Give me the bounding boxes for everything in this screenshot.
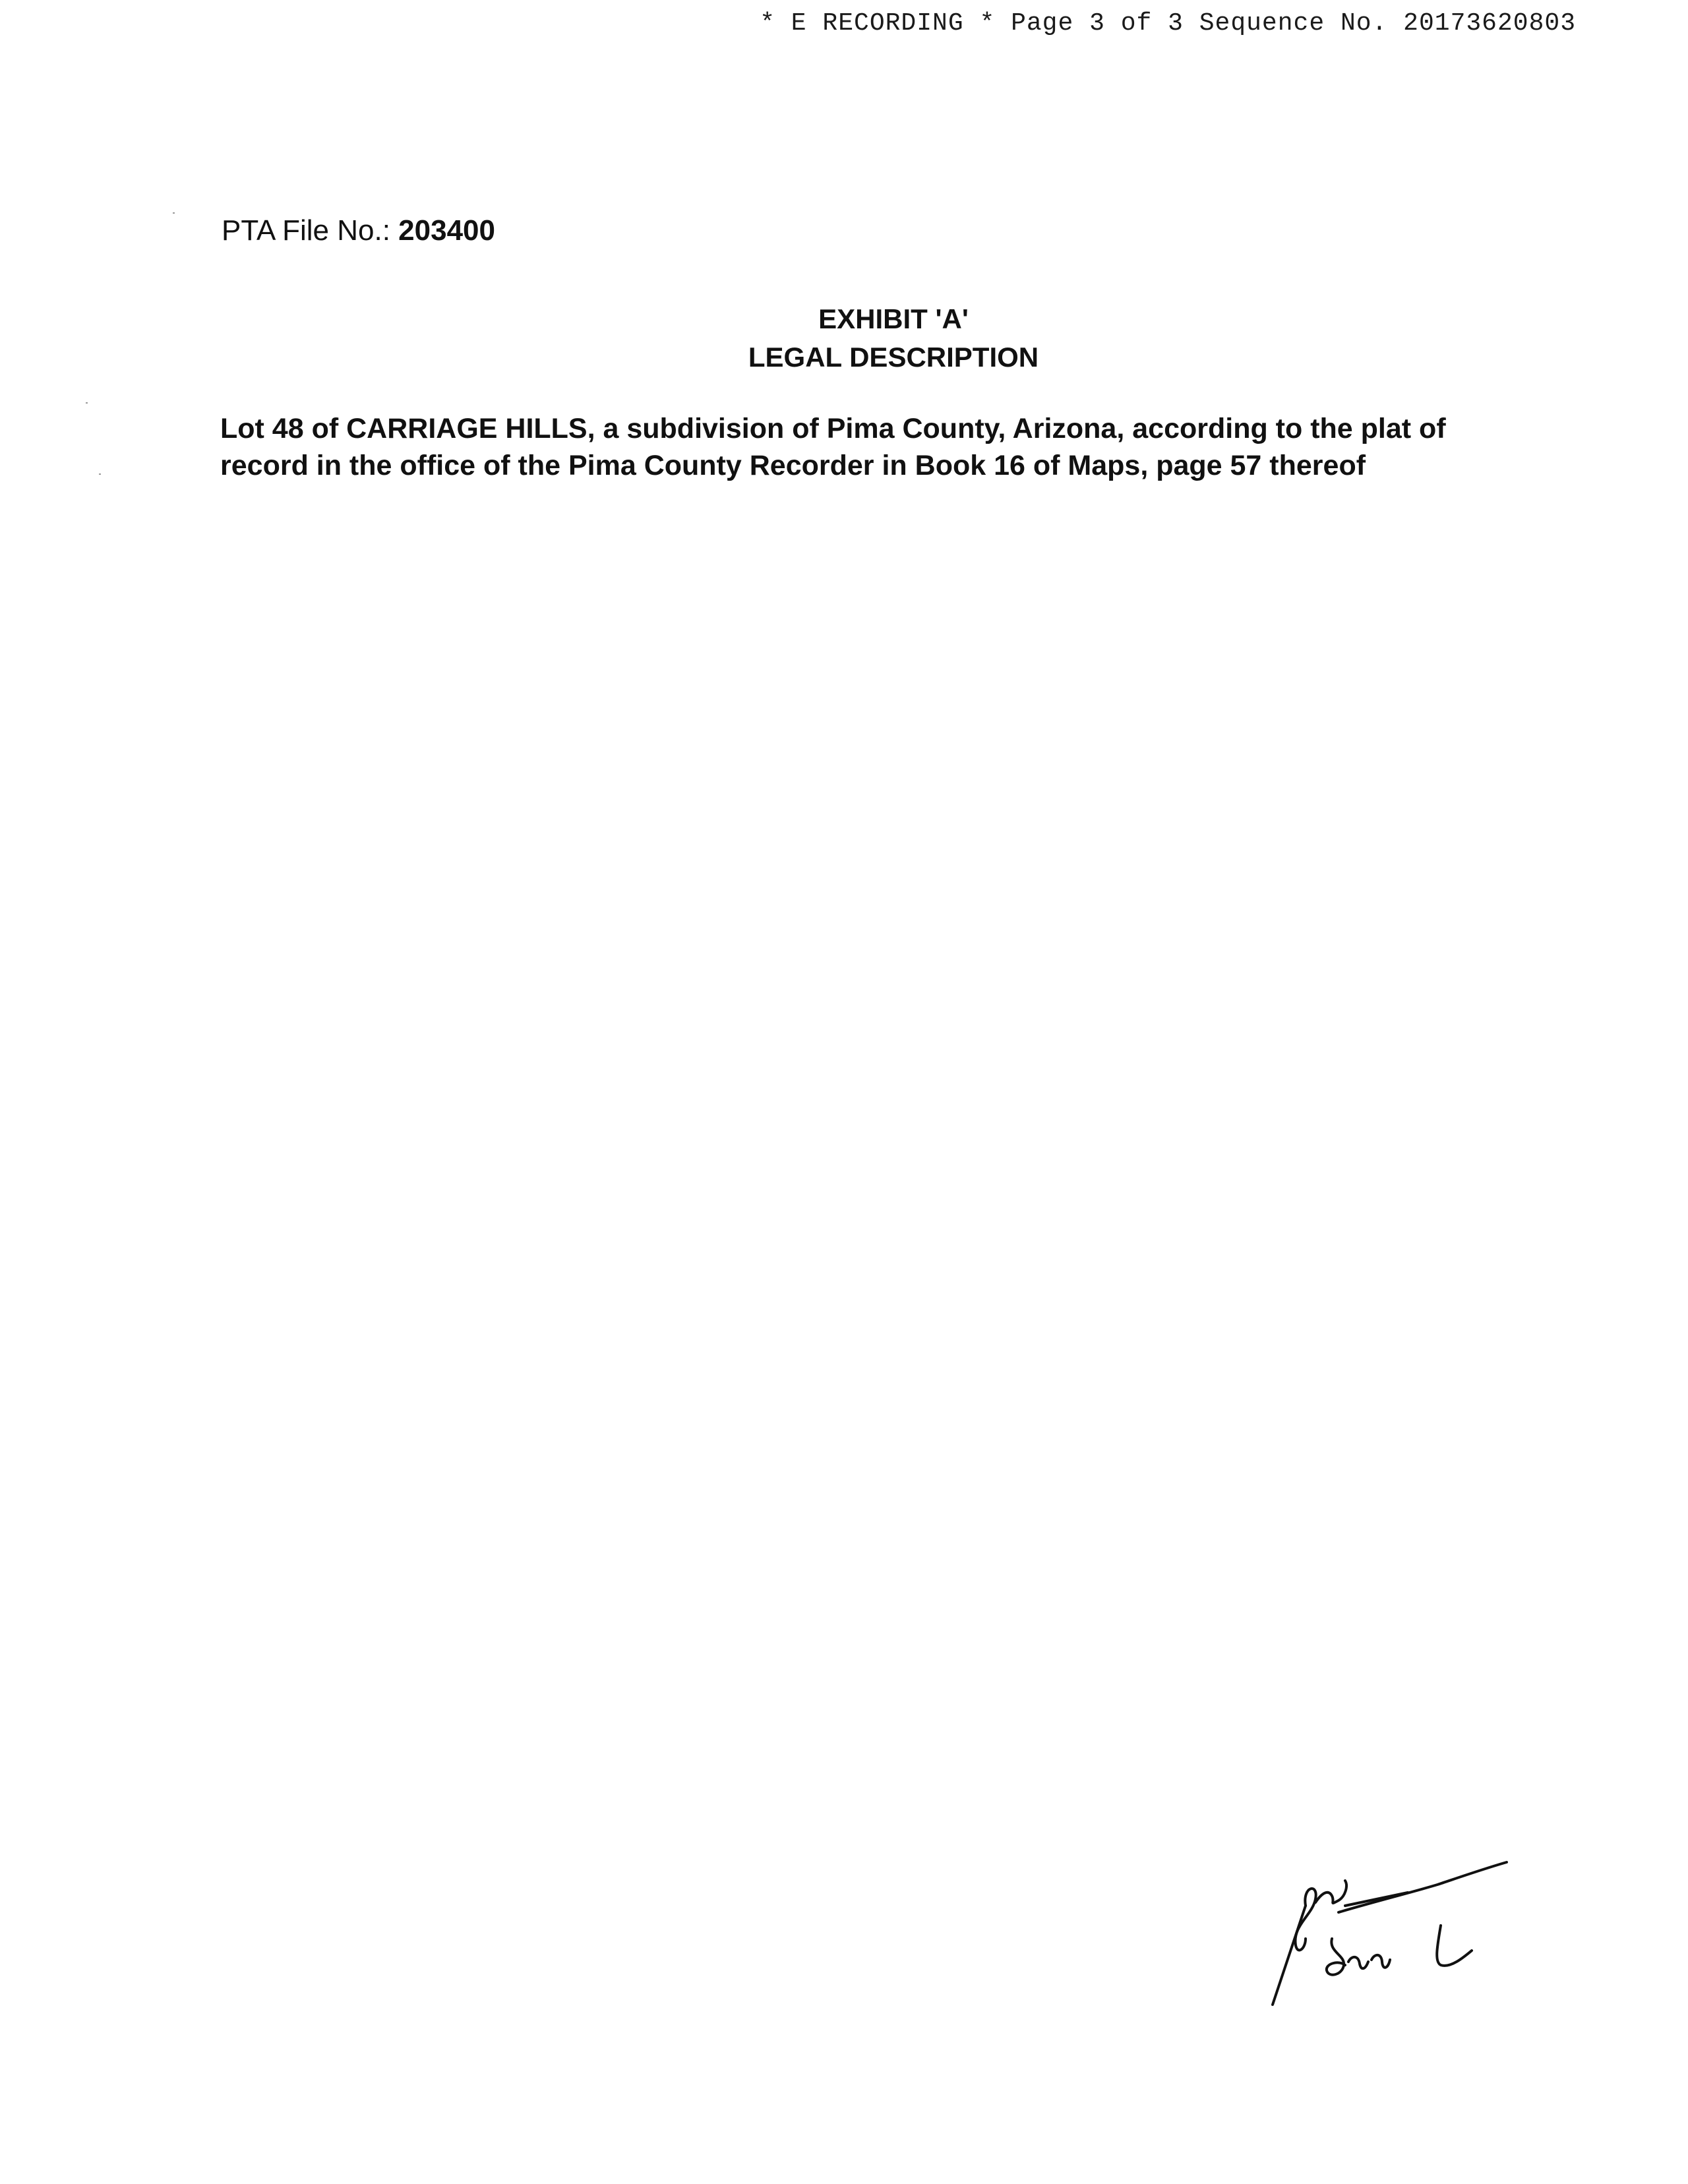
exhibit-heading bbox=[0, 300, 1688, 377]
file-number-line bbox=[222, 214, 495, 247]
scan-speck bbox=[173, 212, 175, 214]
legal-description bbox=[220, 410, 1460, 484]
exhibit-title: EXHIBIT 'A' bbox=[818, 303, 969, 334]
file-number-value: 203400 bbox=[398, 214, 495, 247]
handwritten-signature bbox=[1266, 1840, 1530, 2011]
scan-speck bbox=[99, 473, 101, 475]
exhibit-subtitle: LEGAL DESCRIPTION bbox=[748, 342, 1039, 373]
legal-description-line-2: record in the office of the Pima County Recorder in Book 16 of Maps, page 57 thereof bbox=[220, 450, 1366, 481]
file-number-label: PTA File No.: bbox=[222, 214, 390, 247]
recording-header: * E RECORDING * Page 3 of 3 Sequence No. 20173620803 bbox=[760, 9, 1576, 38]
legal-description-line-1: Lot 48 of CARRIAGE HILLS, a subdivision of Pima County, Arizona, according to the plat of bbox=[220, 413, 1446, 444]
scan-speck bbox=[86, 402, 88, 404]
